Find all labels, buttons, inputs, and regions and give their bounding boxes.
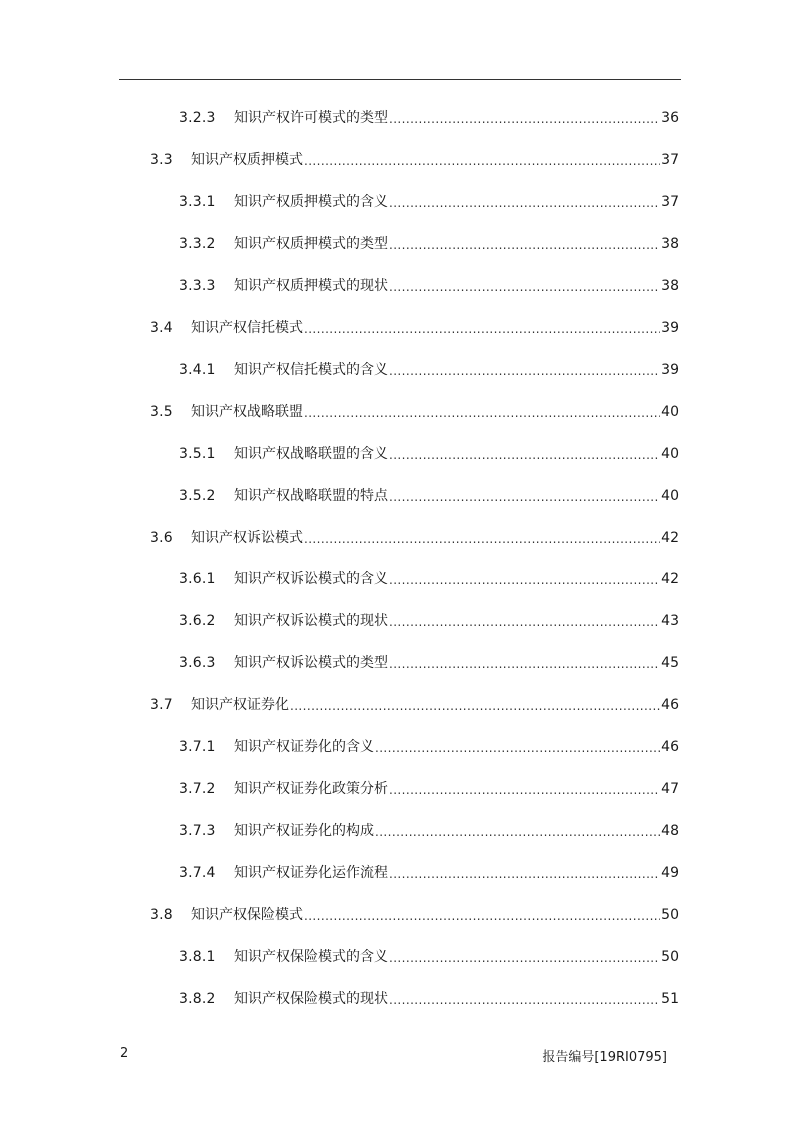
toc-dot-leader — [389, 446, 660, 464]
toc-dot-leader — [304, 907, 660, 925]
toc-entry-number: 3.3.2 — [179, 236, 216, 252]
toc-dot-leader — [389, 362, 660, 380]
toc-entry-title: 知识产权质押模式的现状 — [234, 278, 388, 294]
toc-dot-leader — [389, 781, 660, 799]
toc-dot-leader — [389, 949, 660, 967]
toc-entry-page: 39 — [661, 362, 679, 378]
toc-entry-title: 知识产权诉讼模式 — [191, 530, 303, 546]
toc-entry-number: 3.2.3 — [179, 110, 216, 126]
toc-dot-leader — [389, 991, 660, 1009]
toc-entry-number: 3.7.4 — [179, 865, 216, 881]
toc-entry-title: 知识产权保险模式的含义 — [234, 949, 388, 965]
toc-entry[interactable] — [150, 528, 679, 548]
toc-entry-page: 45 — [661, 655, 679, 671]
toc-entry-title: 知识产权诉讼模式的类型 — [234, 655, 388, 671]
toc-entry[interactable] — [150, 695, 679, 715]
toc-entry[interactable] — [179, 653, 679, 673]
toc-entry-number: 3.3.1 — [179, 194, 216, 210]
toc-entry-number: 3.5.2 — [179, 488, 216, 504]
toc-entry-number: 3.5 — [150, 404, 173, 420]
toc-entry-title: 知识产权质押模式的含义 — [234, 194, 388, 210]
toc-entry-page: 50 — [661, 907, 679, 923]
toc-entry[interactable] — [179, 863, 679, 883]
toc-entry-page: 40 — [661, 488, 679, 504]
toc-entry-number: 3.4 — [150, 320, 173, 336]
toc-entry[interactable] — [179, 611, 679, 631]
toc-entry-number: 3.6.1 — [179, 571, 216, 587]
toc-dot-leader — [389, 278, 660, 296]
toc-entry-page: 46 — [661, 697, 679, 713]
toc-entry[interactable] — [150, 150, 679, 170]
toc-dot-leader — [290, 697, 660, 715]
toc-entry-title: 知识产权证券化的含义 — [234, 739, 374, 755]
toc-dot-leader — [304, 320, 660, 338]
toc-entry[interactable] — [150, 318, 679, 338]
toc-entry-number: 3.7.3 — [179, 823, 216, 839]
toc-entry-number: 3.7 — [150, 697, 173, 713]
toc-entry-number: 3.6.2 — [179, 613, 216, 629]
toc-dot-leader — [389, 236, 660, 254]
toc-dot-leader — [389, 571, 660, 589]
toc-dot-leader — [389, 194, 660, 212]
toc-entry-number: 3.8.1 — [179, 949, 216, 965]
toc-dot-leader — [389, 488, 660, 506]
toc-entry-number: 3.3.3 — [179, 278, 216, 294]
toc-entry-page: 42 — [661, 530, 679, 546]
toc-dot-leader — [304, 404, 660, 422]
toc-entry[interactable] — [179, 947, 679, 967]
toc-entry[interactable] — [179, 989, 679, 1009]
header-rule — [119, 79, 681, 80]
toc-dot-leader — [304, 152, 660, 170]
toc-entry-page: 40 — [661, 446, 679, 462]
toc-entry[interactable] — [179, 192, 679, 212]
toc-entry-title: 知识产权战略联盟 — [191, 404, 303, 420]
toc-entry[interactable] — [179, 444, 679, 464]
toc-entry-title: 知识产权保险模式的现状 — [234, 991, 388, 1007]
toc-entry[interactable] — [179, 360, 679, 380]
toc-entry[interactable] — [179, 234, 679, 254]
toc-entry-page: 39 — [661, 320, 679, 336]
toc-entry-number: 3.7.2 — [179, 781, 216, 797]
toc-entry-number: 3.7.1 — [179, 739, 216, 755]
toc-entry[interactable] — [179, 276, 679, 296]
toc-entry-page: 50 — [661, 949, 679, 965]
toc-dot-leader — [389, 655, 660, 673]
toc-entry[interactable] — [150, 905, 679, 925]
toc-entry-number: 3.8 — [150, 907, 173, 923]
toc-entry-title: 知识产权信托模式 — [191, 320, 303, 336]
toc-entry-title: 知识产权质押模式的类型 — [234, 236, 388, 252]
toc-entry-title: 知识产权证券化运作流程 — [234, 865, 388, 881]
toc-entry[interactable] — [150, 402, 679, 422]
toc-dot-leader — [389, 865, 660, 883]
toc-entry-page: 51 — [661, 991, 679, 1007]
toc-entry-page: 46 — [661, 739, 679, 755]
toc-entry-page: 47 — [661, 781, 679, 797]
footer-page-number: 2 — [120, 1046, 129, 1061]
toc-entry-page: 40 — [661, 404, 679, 420]
footer-report-id: 报告编号[19RI0795] — [542, 1050, 667, 1065]
toc-entry-page: 38 — [661, 236, 679, 252]
toc-dot-leader — [304, 530, 660, 548]
toc-entry-page: 37 — [661, 194, 679, 210]
toc-entry-title: 知识产权许可模式的类型 — [234, 110, 388, 126]
toc-entry[interactable] — [179, 821, 679, 841]
toc-entry-title: 知识产权诉讼模式的含义 — [234, 571, 388, 587]
toc-entry-number: 3.8.2 — [179, 991, 216, 1007]
toc-entry-number: 3.3 — [150, 152, 173, 168]
toc-entry-title: 知识产权诉讼模式的现状 — [234, 613, 388, 629]
toc-entry-title: 知识产权质押模式 — [191, 152, 303, 168]
toc-entry-page: 37 — [661, 152, 679, 168]
toc-dot-leader — [375, 739, 660, 757]
toc-entry-title: 知识产权战略联盟的含义 — [234, 446, 388, 462]
toc-entry[interactable] — [179, 108, 679, 128]
toc-entry-number: 3.6 — [150, 530, 173, 546]
toc-entry[interactable] — [179, 737, 679, 757]
toc-entry-page: 49 — [661, 865, 679, 881]
toc-entry-title: 知识产权证券化政策分析 — [234, 781, 388, 797]
toc-entry[interactable] — [179, 779, 679, 799]
toc-entry-title: 知识产权战略联盟的特点 — [234, 488, 388, 504]
toc-entry[interactable] — [179, 569, 679, 589]
toc-dot-leader — [389, 110, 660, 128]
toc-entry-number: 3.4.1 — [179, 362, 216, 378]
toc-entry-title: 知识产权保险模式 — [191, 907, 303, 923]
toc-entry-title: 知识产权证券化 — [191, 697, 289, 713]
toc-dot-leader — [375, 823, 660, 841]
toc-entry-title: 知识产权证券化的构成 — [234, 823, 374, 839]
toc-entry-page: 43 — [661, 613, 679, 629]
toc-entry-page: 48 — [661, 823, 679, 839]
toc-entry-page: 38 — [661, 278, 679, 294]
toc-entry[interactable] — [179, 486, 679, 506]
toc-dot-leader — [389, 613, 660, 631]
toc-entry-title: 知识产权信托模式的含义 — [234, 362, 388, 378]
toc-entry-number: 3.6.3 — [179, 655, 216, 671]
toc-entry-page: 42 — [661, 571, 679, 587]
toc-entry-page: 36 — [661, 110, 679, 126]
toc-entry-number: 3.5.1 — [179, 446, 216, 462]
